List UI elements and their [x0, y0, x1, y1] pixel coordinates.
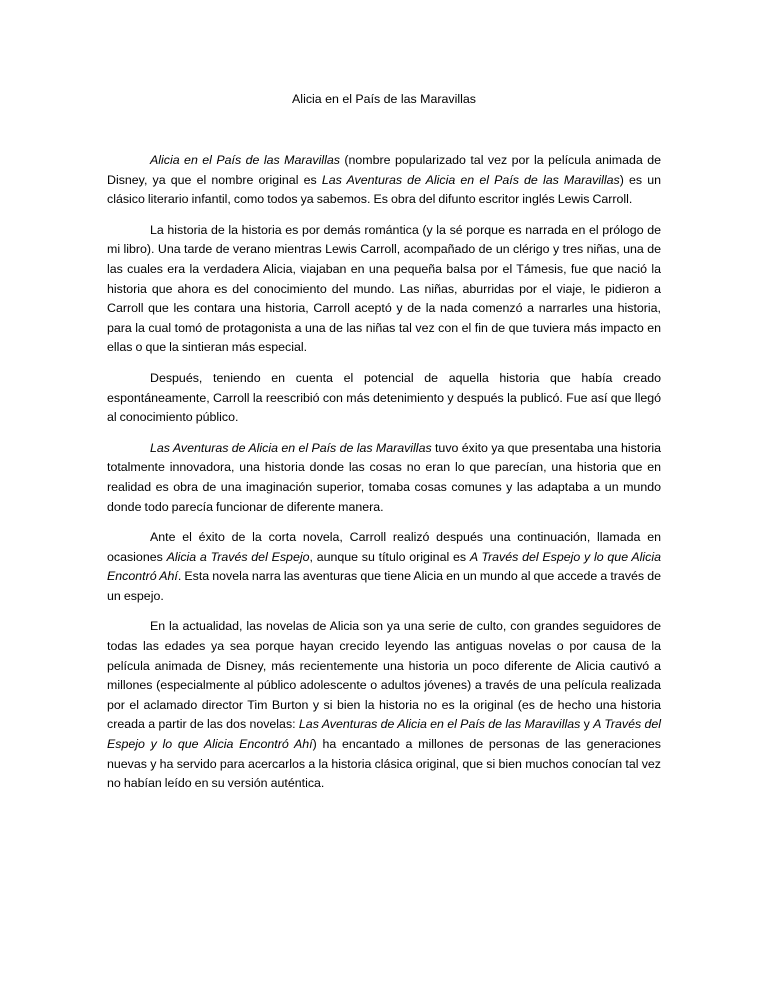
document-title: Alicia en el País de las Maravillas: [292, 92, 476, 106]
italic-title-alicia: Alicia en el País de las Maravillas: [150, 153, 340, 167]
paragraph-4: [107, 439, 661, 517]
paragraph-1: [107, 151, 661, 210]
italic-title-aventuras: Las Aventuras de Alicia en el País de las Maravillas: [150, 440, 432, 455]
paragraph-text: En la actualidad, las novelas de Alicia son ya una serie de culto, con grandes seguidores de todas las edades ya sea porque hayan crecido leyendo las antiguas novelas o por causa de la película animada de Disney, más recientemente una historia un poco diferente de Alicia cautivó a millones (especialmente al público adolescente o adultos jóvenes) a través de una película realizada por el aclamado director Tim Burton y si bien la historia no es la original (es de hecho una historia creada a partir de las dos novelas:: [107, 619, 661, 732]
paragraph-text: y: [580, 717, 594, 732]
paragraph-6: [107, 617, 661, 793]
paragraph-2: La historia de la historia es por demás romántica (y la sé porque es narrada en el prólogo de mi libro). Una tarde de verano mientras Lewis Carroll, acompañado de un clérigo y tres niñas, una de las cuales era la verdadera Alicia, viajaban en una pequeña balsa por el Támesis, fue que nació la historia que ahora es del conocimiento del mundo. Las niñas, aburridas por el viaje, le pidieron a Carroll que les contara una historia, Carroll aceptó y de la nada comenzó a narrarles una historia, para la cual tomó de protagonista a una de las niñas tal vez con el fin de que tuviera más impacto en ellas o que la sintieran más especial.: [107, 222, 661, 355]
paragraph-text: ) ha encantado a millones de personas de las generaciones nuevas y ha servido para acercarlos a la historia clásica original, que si bien muchos conocían tal vez no habían leído en su versión auténtica.: [107, 737, 661, 791]
paragraph-text: Ante el éxito de la corta novela, Carroll realizó después una continuación, llamada en ocasiones: [107, 530, 661, 564]
italic-title-espejo-original: A Través del Espejo y lo que Alicia Encontró Ahí: [107, 717, 662, 752]
paragraph-3: Después, teniendo en cuenta el potencial de aquella historia que había creado espontáneamente, Carroll la reescribió con más detenimiento y después la publicó. Fue así que llegó al conocimiento público.: [107, 370, 661, 425]
paragraph-text: tuvo éxito ya que presentaba una historia totalmente innovadora, una historia donde las cosas no eran lo que parecían, una historia que en realidad es obra de una imaginación superior, tomaba cosas comunes y las adaptaba a un mundo donde todo parecía funcionar de diferente manera.: [107, 440, 661, 514]
paragraph-text: (nombre popularizado tal vez por la película animada de Disney, ya que el nombre original es: [107, 153, 661, 187]
italic-title-aventuras: Las Aventuras de Alicia en el País de las Maravillas: [321, 172, 620, 187]
italic-title-aventuras: Las Aventuras de Alicia en el País de las Maravillas: [298, 717, 581, 732]
document-body: [107, 151, 661, 805]
paragraph-text: . Esta novela narra las aventuras que tiene Alicia en un mundo al que accede a través de un espejo.: [107, 569, 661, 603]
paragraph-text: , aunque su título original es: [309, 549, 470, 564]
italic-title-espejo-original: A Través del Espejo y lo que Alicia Encontró Ahí: [107, 549, 661, 584]
paragraph-5: [107, 528, 661, 606]
italic-title-espejo: Alicia a Través del Espejo: [166, 549, 310, 564]
paragraph-text: ) es un clásico literario infantil, como todos ya sabemos. Es obra del difunto escritor inglés Lewis Carroll.: [107, 172, 661, 207]
